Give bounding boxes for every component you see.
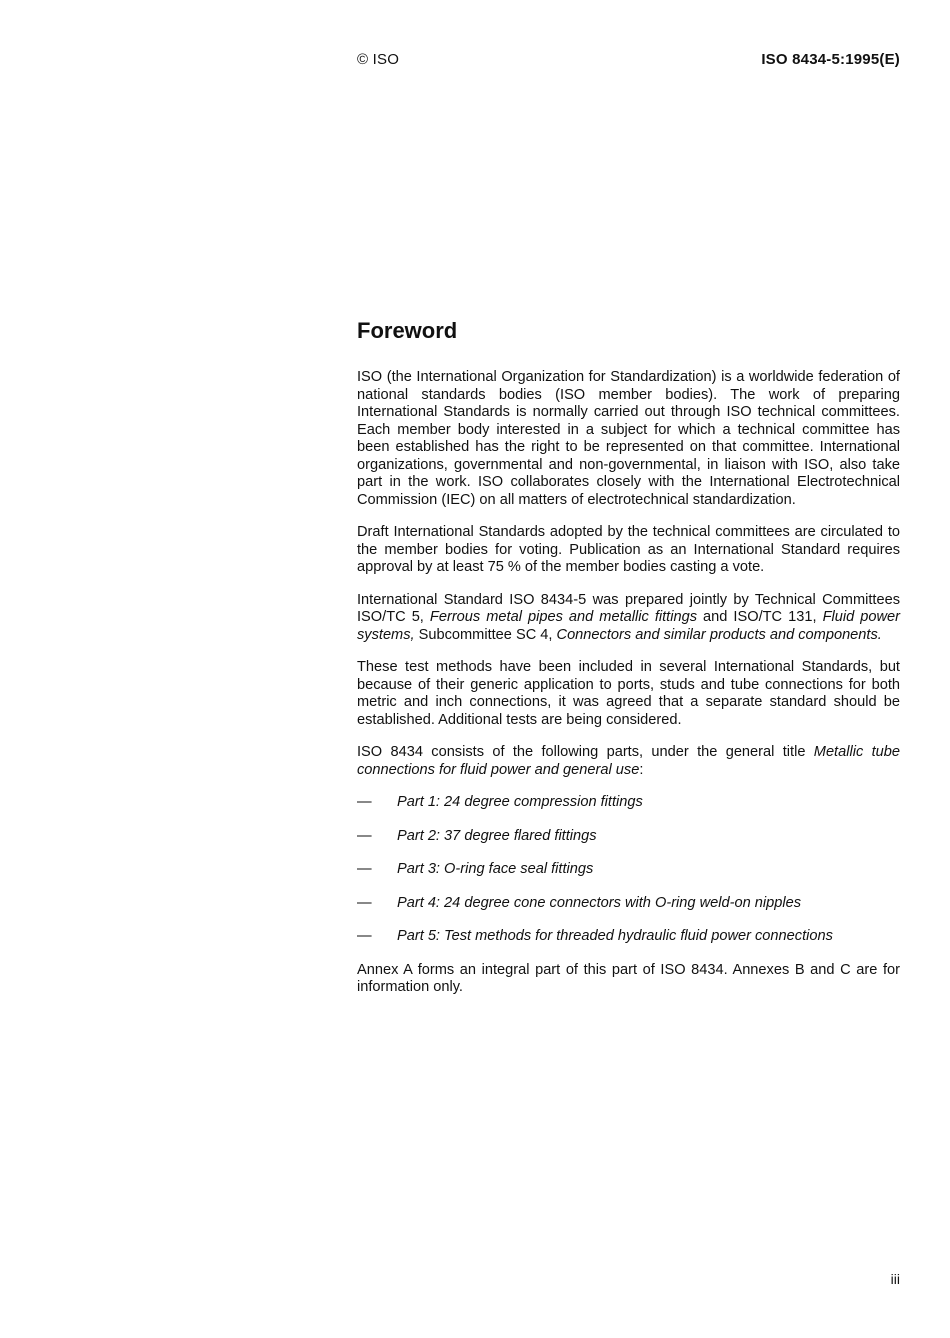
list-dash: —: [357, 861, 372, 877]
committee-tc131-title: Fluid power systems,: [357, 609, 901, 643]
paragraph-test-methods: These test methods have been included in several International Standards, but because of their generic application to ports, studs and tube connections for both metric and inch connections, it was agreed that a separate standard should be established. Additional tests are being considered.: [357, 659, 900, 728]
general-title: Metallic tube connections for fluid power and general use: [357, 744, 900, 778]
paragraph-preparation: [357, 592, 900, 645]
list-dash: —: [357, 928, 372, 944]
parts-intro-colon: :: [639, 761, 644, 778]
preparation-text-1: International Standard ISO 8434-5 was prepared jointly by Technical Committees ISO/TC 5,: [357, 591, 900, 625]
part-3-title: Part 3: O-ring face seal fittings: [397, 861, 594, 877]
paragraph-draft-standards: Draft International Standards adopted by the technical committees are circulated to the member bodies for voting. Publication as an International Standard requires approval by at least 75 % of the member bodies casting a vote.: [357, 524, 900, 575]
committee-tc5-title: Ferrous metal pipes and metallic fittings: [429, 609, 697, 625]
part-1-title: Part 1: 24 degree compression fittings: [397, 794, 643, 810]
document-id-header: ISO 8434-5:1995(E): [761, 51, 900, 68]
preparation-text-3: Subcommittee SC 4,: [414, 626, 557, 643]
preparation-text-2: and ISO/TC 131,: [697, 609, 823, 625]
subcommittee-sc4-title: Connectors and similar products and components.: [556, 626, 882, 643]
foreword-body: [357, 369, 900, 1012]
copyright-header: © ISO: [357, 51, 400, 68]
list-item: [357, 861, 900, 879]
list-item: [357, 895, 900, 913]
paragraph-iso-description: ISO (the International Organization for Standardization) is a worldwide federation of national standards bodies (ISO member bodies). The work of preparing International Standards is normally carried out through ISO technical committees. Each member body interested in a subject for which a technical committee has been established has the right to be represented on that committee. International organizations, governmental and non-governmental, in liaison with ISO, also take part in the work. ISO collaborates closely with the International Electrotechnical Commission (IEC) on all matters of electrotechnical standardization.: [357, 369, 900, 508]
part-5-title: Part 5: Test methods for threaded hydraulic fluid power connections: [397, 928, 833, 944]
page-title: Foreword: [357, 318, 458, 343]
part-4-title: Part 4: 24 degree cone connectors with O-ring weld-on nipples: [397, 894, 801, 911]
part-2-title: Part 2: 37 degree flared fittings: [397, 827, 597, 844]
paragraph-parts-intro: [357, 744, 900, 779]
list-item: [357, 794, 900, 812]
parts-list: [357, 794, 900, 946]
list-dash: —: [357, 894, 372, 911]
list-dash: —: [357, 827, 372, 844]
list-item: [357, 928, 900, 946]
parts-intro-text: ISO 8434 consists of the following parts, under the general title: [357, 744, 814, 760]
list-dash: —: [357, 794, 372, 810]
paragraph-annexes: Annex A forms an integral part of this part of ISO 8434. Annexes B and C are for information only.: [357, 961, 900, 995]
page-number: iii: [890, 1271, 900, 1287]
list-item: [357, 828, 900, 846]
